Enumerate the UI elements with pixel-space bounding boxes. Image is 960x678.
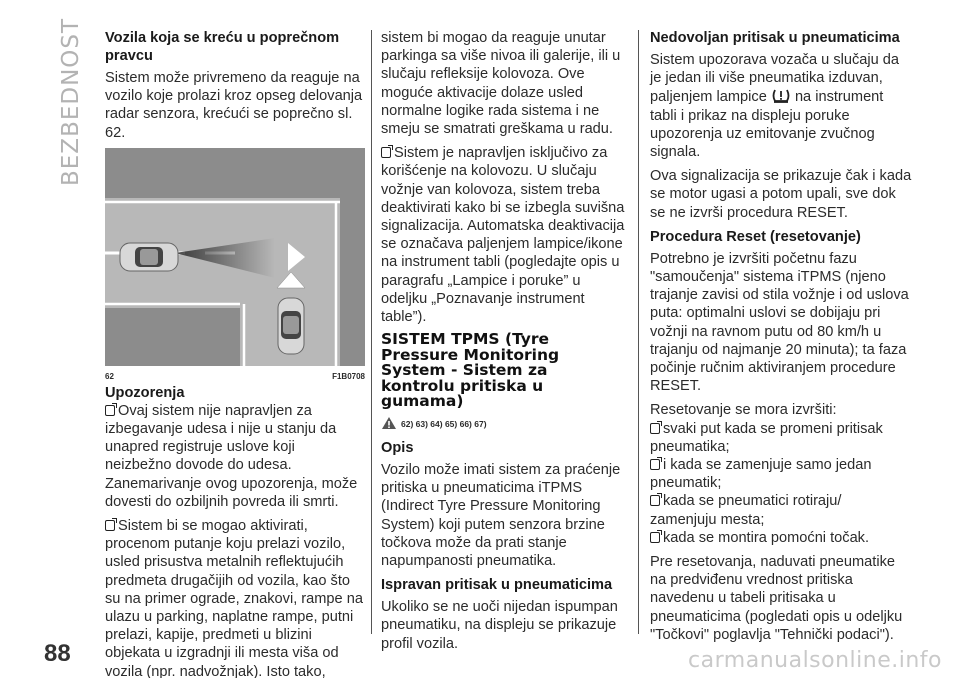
bullet-icon	[650, 423, 660, 434]
paragraph-cross-traffic: Sistem može privremeno da reaguje na vozilo koje prolazi kroz opseg delovanja radar senzora, krećući se poprečno sl. 62.	[105, 70, 363, 141]
heading-low-pressure: Nedovoljan pritisak u pneumaticima	[650, 30, 900, 46]
column-divider-1	[371, 30, 372, 634]
warning-item-1: Ovaj sistem nije napravljen za izbegavanje udesa i nije u stanju da unapred registruje uslove koji neizbežno dovode do udesa. Zanemarivanje ovog upozorenja, može dovesti do ozbiljnih povreda ili smrti.	[105, 402, 358, 510]
paragraph-correct-pressure: Ukoliko se ne uoči nijedan ispumpan pneumatiku, na displeju se prikazuje profil vozila.	[381, 599, 618, 652]
figure-62-illustration	[105, 148, 365, 366]
reset-bullet-list	[650, 420, 912, 547]
bullet-icon	[381, 147, 391, 158]
chapter-side-title: BEZBEDNOST	[58, 17, 84, 186]
warning-triangle-icon	[381, 416, 397, 430]
figure-number: 62	[105, 371, 114, 381]
column-3	[650, 29, 912, 650]
reference-row	[381, 414, 626, 433]
figure-caption	[105, 368, 365, 382]
column-1	[105, 29, 365, 678]
bullet-icon	[650, 495, 660, 506]
list-item: i kada se zamenjuje samo jedan pneumatik;	[650, 457, 872, 492]
tyre-pressure-warning-lamp-icon	[771, 87, 791, 105]
list-item: kada se pneumatici rotiraju/ zamenjuju mesta;	[650, 493, 842, 528]
heading-opis: Opis	[381, 439, 414, 456]
paragraph-opis: Vozilo može imati sistem za praćenje pritiska u pneumaticima iTPMS (Indirect Tyre Pressure Monitoring System) koji putem senzora brzine točkova može da prati stanje napumpanosti pneumatika.	[381, 461, 621, 569]
section-title-tpms: SISTEM TPMS (Tyre Pressure Monitoring System - Sistem za kontrolu pritiska u gumama)	[381, 330, 560, 411]
heading-reset-procedure: Procedura Reset (resetovanje)	[650, 228, 861, 245]
warning-item-3: Sistem je napravljen isključivo za korišćenje na kolovozu. U slučaju vožnje van kolovoza, sistem treba deaktivirati kako bi se izbegla suvišna signalizacija. Automatska deaktivacija se označava paljenjem lampice/ikone na instrument tabli (pogledajte opis u paragrafu „Lampice i poruke” u odeljku „Poznavanje instrument table”).	[381, 145, 625, 326]
bullet-icon	[650, 459, 660, 470]
bullet-icon	[105, 405, 115, 416]
watermark: carmanualsonline.info	[688, 648, 942, 673]
warning-item-2: Sistem bi se mogao aktivirati, procenom putanje koju prelazi vozilo, usled prisustva metalnih reflektujućih predmeta drugačijih od vozila, kao što su na primer ograde, znakovi, rampe na ulazu u parking, naplatne rampe, putni prelazi, kapije, predmeti u blizini objekata u izgradnji ili mesta viša od vozila (npr. nadvožnjak). Isto tako,	[105, 518, 363, 678]
paragraph-low-pressure: Sistem upozorava vozača u slučaju da je jedan ili više pneumatika izduvan, paljenjem lampice na instrument tabli i prikaz na displeju poruke upozorenja uz emitovanje zvučnog signala.	[650, 52, 900, 161]
warning-references: 62) 63) 64) 65) 66) 67)	[401, 418, 487, 429]
paragraph-continuation: sistem bi mogao da reaguje unutar parkinga sa više nivoa ili galerije, ili u slučaju refleksije kolovoza. Ove moguće aktivacije dolaze usled normalne logike rada sistema i ne smeju se smatrati greškama u radu.	[381, 30, 621, 138]
bullet-icon	[105, 520, 115, 531]
heading-correct-pressure: Ispravan pritisak u pneumaticima	[381, 577, 613, 594]
paragraph-reset-required: Resetovanje se mora izvršiti:	[650, 402, 837, 419]
figure-code: F1B0708	[332, 371, 365, 381]
list-item: svaki put kada se promeni pritisak pneumatika;	[650, 420, 883, 455]
list-item: kada se montira pomoćni točak.	[650, 529, 912, 547]
heading-warnings: Upozorenja	[105, 384, 185, 401]
crossing-vehicle-diagram	[105, 148, 365, 366]
heading-cross-traffic: Vozila koja se kreću u poprečnom pravcu	[105, 30, 340, 64]
page-number: 88	[44, 640, 71, 667]
bullet-icon	[650, 532, 660, 543]
paragraph-inflate-before-reset: Pre resetovanja, naduvati pneumatike na predviđenu vrednost pritiska navedenu u tabeli pritisaka u pneumaticima (pogledati opis u odeljku "Točkovi" poglavlja "Tehnički podaci").	[650, 554, 903, 643]
paragraph-signal-persist: Ova signalizacija se prikazuje čak i kada se motor ugasi a potom upali, sve dok se ne izvrši procedura RESET.	[650, 168, 912, 221]
paragraph-self-learning: Potrebno je izvršiti početnu fazu "samoučenja" sistema iTPMS (njeno trajanje zavisi od stila vožnje i od uslova puta: optimalni uslovi se dobijaju pri vožnji na ravnom putu od 80 km/h u trajanju od najmanje 20 minuta); ta faza počinje ručnim aktiviranjem procedure RESET.	[650, 250, 909, 395]
column-2	[381, 29, 626, 659]
column-divider-2	[638, 30, 639, 634]
